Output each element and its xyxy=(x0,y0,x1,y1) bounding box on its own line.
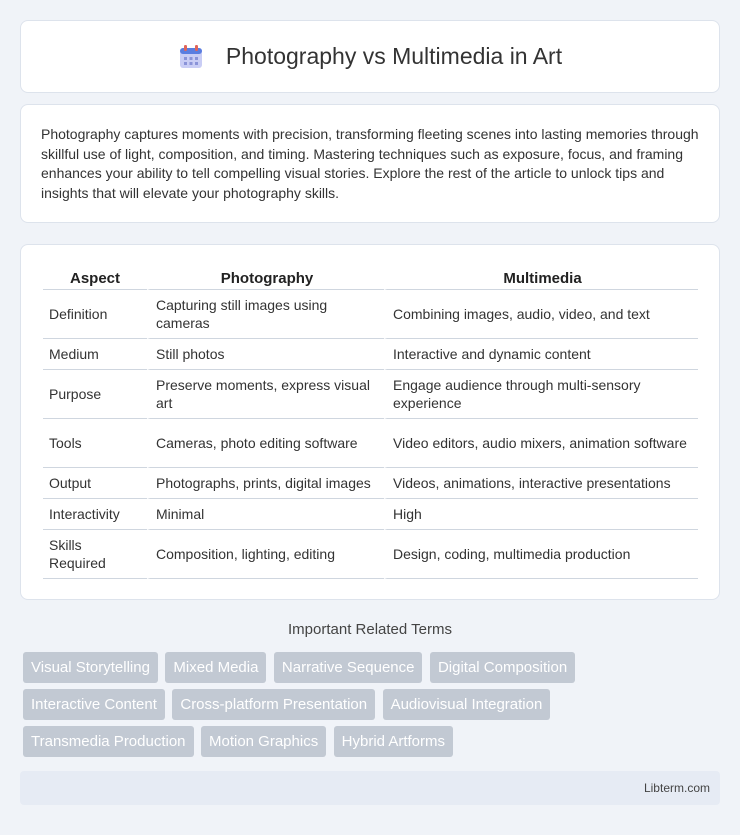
table-row xyxy=(43,468,698,499)
table-header-multimedia: Multimedia xyxy=(384,267,698,290)
table-cell: Definition xyxy=(43,290,147,339)
term-tag[interactable]: Transmedia Production xyxy=(23,726,194,757)
table-cell: Medium xyxy=(43,339,147,370)
table-cell: Design, coding, multimedia production xyxy=(384,530,698,579)
footer xyxy=(20,771,720,805)
term-tag[interactable]: Visual Storytelling xyxy=(23,652,158,683)
related-terms-title: Important Related Terms xyxy=(288,621,452,638)
term-tag[interactable]: Digital Composition xyxy=(430,652,575,683)
table-header-photography: Photography xyxy=(147,267,384,290)
table-cell: Output xyxy=(43,468,147,499)
table-row xyxy=(43,499,698,530)
table-row xyxy=(43,339,698,370)
intro-card xyxy=(20,104,720,223)
term-tag[interactable]: Interactive Content xyxy=(23,689,165,720)
table-cell: Composition, lighting, editing xyxy=(147,530,384,579)
table-row xyxy=(43,419,698,468)
table-row xyxy=(43,530,698,579)
table-cell: Cameras, photo editing software xyxy=(147,419,384,468)
table-cell: Interactivity xyxy=(43,499,147,530)
table-cell: Combining images, audio, video, and text xyxy=(384,290,698,339)
table-cell: Video editors, audio mixers, animation software xyxy=(384,419,698,468)
table-cell: Interactive and dynamic content xyxy=(384,339,698,370)
term-tag[interactable]: Motion Graphics xyxy=(201,726,326,757)
footer-link[interactable]: Libterm.com xyxy=(643,781,710,795)
table-cell: Preserve moments, express visual art xyxy=(147,370,384,419)
term-tag[interactable]: Audiovisual Integration xyxy=(383,689,551,720)
term-tag[interactable]: Hybrid Artforms xyxy=(334,726,453,757)
term-tag[interactable]: Narrative Sequence xyxy=(274,652,423,683)
page-title: Photography vs Multimedia in Art xyxy=(225,43,563,69)
table-cell: Still photos xyxy=(147,339,384,370)
table-cell: Tools xyxy=(43,419,147,468)
table-cell: Minimal xyxy=(147,499,384,530)
comparison-table xyxy=(43,267,698,579)
table-cell: Photographs, prints, digital images xyxy=(147,468,384,499)
table-header-row xyxy=(43,267,698,290)
table-cell: Videos, animations, interactive presentations xyxy=(384,468,698,499)
table-row xyxy=(43,370,698,419)
table-cell: Purpose xyxy=(43,370,147,419)
table-header-aspect: Aspect xyxy=(43,267,147,290)
related-terms-list xyxy=(23,652,723,763)
term-tag[interactable]: Cross-platform Presentation xyxy=(172,689,375,720)
header-card xyxy=(20,20,720,93)
term-tag[interactable]: Mixed Media xyxy=(165,652,266,683)
calendar-icon xyxy=(178,44,204,70)
table-cell: Skills Required xyxy=(43,530,147,579)
table-cell: Capturing still images using cameras xyxy=(147,290,384,339)
table-cell: Engage audience through multi-sensory experience xyxy=(384,370,698,419)
intro-text: Photography captures moments with precision, transforming fleeting scenes into lasting memories through skillful use of light, composition, and timing. Mastering techniques such as exposure, focus, and framing enhances your ability to tell compelling visual stories. Explore the rest of the article to unlock tips and insights that will elevate your photography skills. xyxy=(41,126,699,201)
table-row xyxy=(43,290,698,339)
table-cell: High xyxy=(384,499,698,530)
comparison-table-card xyxy=(20,244,720,600)
